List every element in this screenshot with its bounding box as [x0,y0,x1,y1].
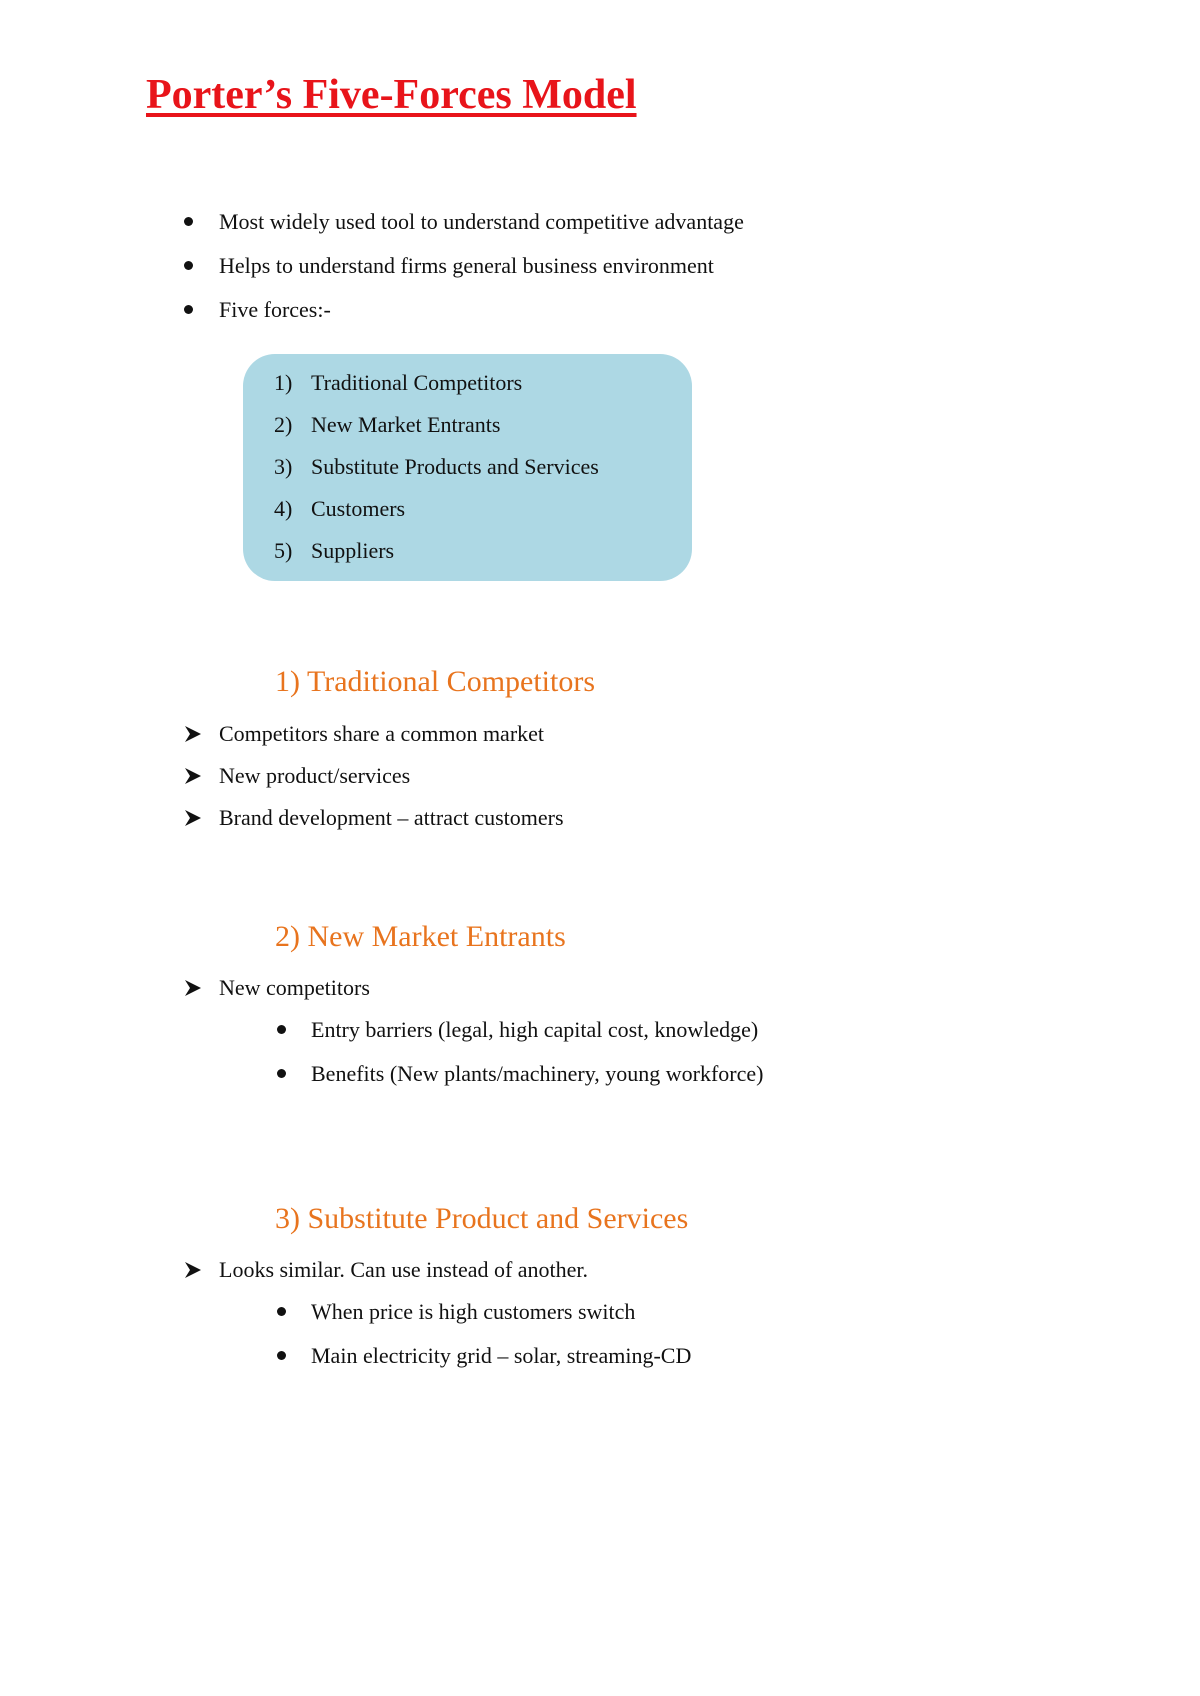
five-forces-box [243,354,692,581]
intro-bullet-text: Five forces:- [219,297,331,322]
force-number: 2) [274,412,293,437]
force-label: Traditional Competitors [311,370,523,395]
arrowhead-bullet-icon [182,971,204,1005]
section-heading: 1) Traditional Competitors [275,665,596,698]
force-number: 1) [274,370,293,395]
section-sub-point-text: When price is high customers switch [311,1299,636,1324]
arrowhead-bullet-icon [182,717,204,751]
section-point-text: New product/services [219,763,411,788]
section-point-text: New competitors [219,975,370,1000]
section-heading: 2) New Market Entrants [275,920,566,953]
arrowhead-bullet-icon [182,1253,204,1287]
intro-bullet-text: Helps to understand firms general business environment [219,253,714,278]
page-title: Porter’s Five-Forces Model [146,72,637,118]
bullet-dot-icon [184,261,193,270]
section-heading: 3) Substitute Product and Services [275,1202,689,1235]
arrowhead-bullet-icon [182,801,204,835]
bullet-dot-icon [277,1351,286,1360]
section-point-text: Competitors share a common market [219,721,545,746]
section-point-text: Brand development – attract customers [219,805,564,830]
bullet-dot-icon [184,305,193,314]
force-label: New Market Entrants [311,412,501,437]
force-number: 5) [274,538,293,563]
section-sub-point-text: Entry barriers (legal, high capital cost, knowledge) [311,1017,759,1042]
force-number: 4) [274,496,293,521]
arrowhead-bullet-icon [182,759,204,793]
force-number: 3) [274,454,293,479]
section-point-text: Looks similar. Can use instead of another. [219,1257,589,1282]
bullet-dot-icon [277,1307,286,1316]
section-sub-point-text: Benefits (New plants/machinery, young workforce) [311,1061,764,1086]
bullet-dot-icon [277,1025,286,1034]
section-sub-point-text: Main electricity grid – solar, streaming-CD [311,1343,692,1368]
force-label: Suppliers [311,538,395,563]
force-label: Substitute Products and Services [311,454,599,479]
intro-bullet-text: Most widely used tool to understand competitive advantage [219,209,744,234]
bullet-dot-icon [184,217,193,226]
force-label: Customers [311,496,406,521]
bullet-dot-icon [277,1069,286,1078]
